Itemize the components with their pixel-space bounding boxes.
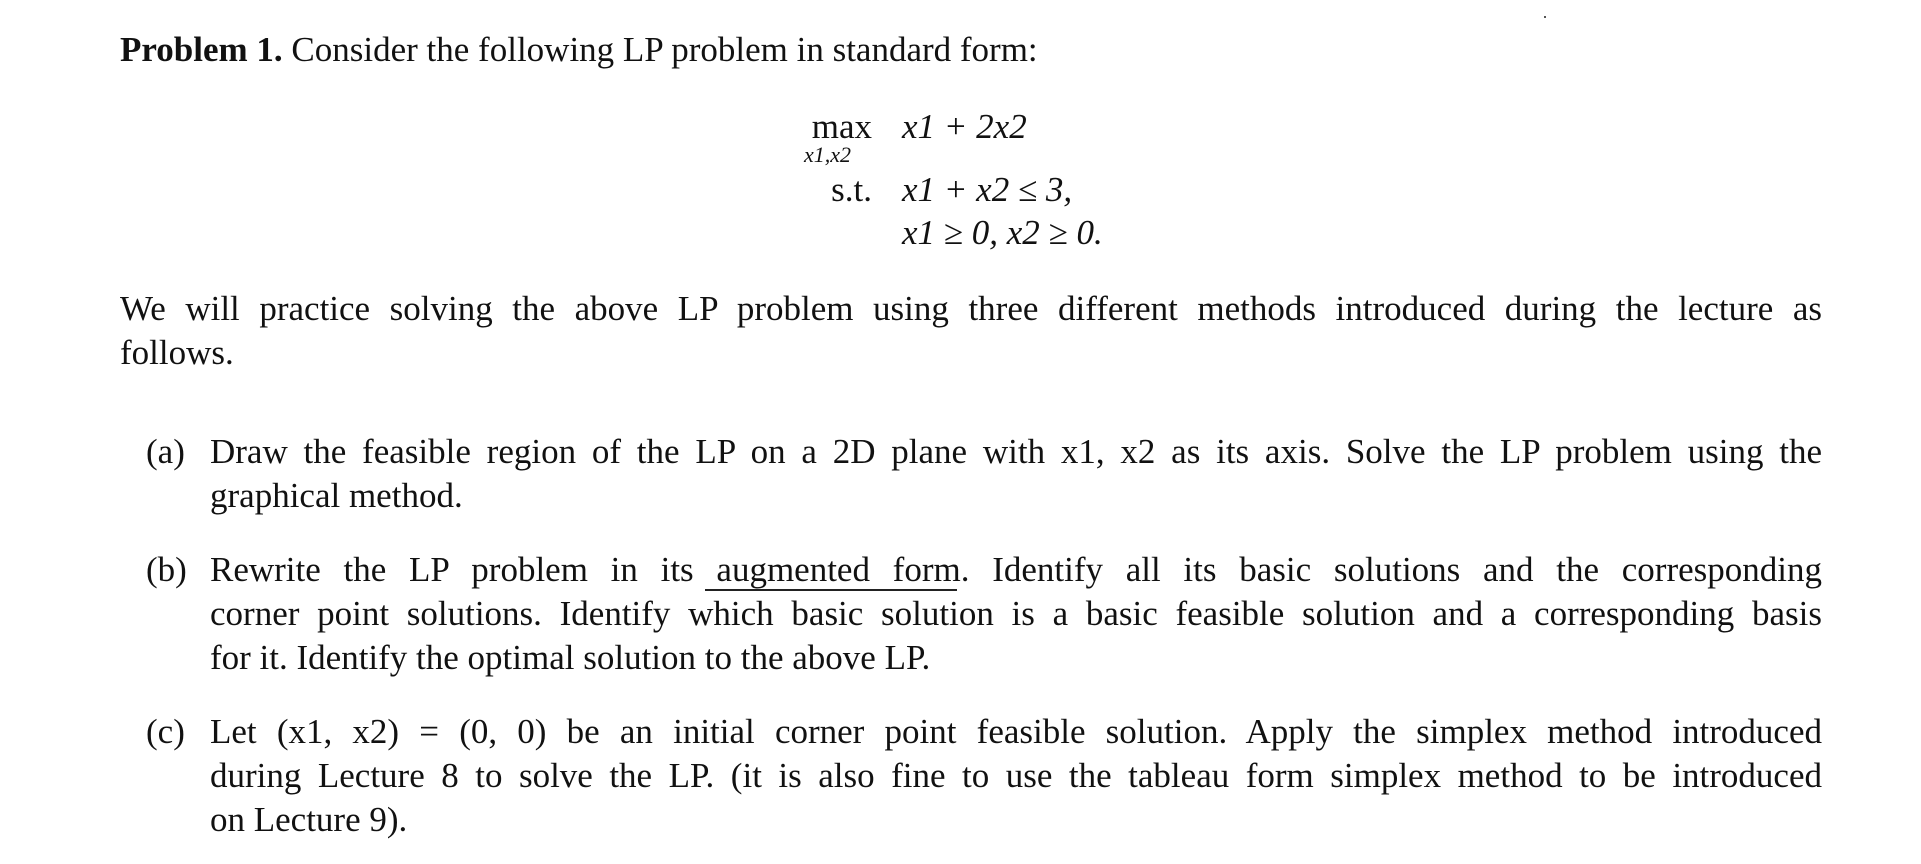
stray-dot (1544, 16, 1546, 18)
constraint-2: x1 ≥ 0, x2 ≥ 0. (902, 213, 1103, 252)
item-a-label: (a) (146, 432, 185, 471)
item-a-line-2: graphical method. (210, 476, 463, 515)
objective-subscript: x1,x2 (804, 142, 852, 167)
item-b-line-2: corner point solutions. Identify which basic solution is a basic feasible solution and a corresponding basis (210, 594, 1822, 633)
paragraph-line-2: follows. (120, 333, 234, 372)
item-c-line-1: Let (x1, x2) = (0, 0) be an initial corner point feasible solution. Apply the simplex method introduced (210, 712, 1822, 751)
objective-expression: x1 + 2x2 (902, 107, 1027, 146)
item-c-line-2: during Lecture 8 to solve the LP. (it is also fine to use the tableau form simplex method to be introduced (210, 756, 1822, 795)
item-b-line-3: for it. Identify the optimal solution to the above LP. (210, 638, 931, 677)
objective-label: max (811, 107, 872, 146)
problem-title: Problem 1. (120, 30, 283, 69)
item-a-line-1: Draw the feasible region of the LP on a 2D plane with x1, x2 as its axis. Solve the LP problem using the (210, 432, 1822, 471)
item-c-line-3: on Lecture 9). (210, 800, 408, 839)
item-c-label: (c) (146, 712, 185, 751)
paragraph-line-1: We will practice solving the above LP problem using three different methods introduced during the lecture as (120, 289, 1822, 328)
problem-heading (120, 28, 1038, 72)
augmented-form-underline (705, 589, 957, 591)
item-b-line-1: Rewrite the LP problem in its augmented form. Identify all its basic solutions and the corresponding (210, 550, 1822, 589)
problem-intro: Consider the following LP problem in standard form: (291, 30, 1038, 69)
constraint-1: x1 + x2 ≤ 3, (902, 170, 1073, 209)
constraint-label: s.t. (831, 170, 872, 209)
item-b-label: (b) (146, 550, 187, 589)
